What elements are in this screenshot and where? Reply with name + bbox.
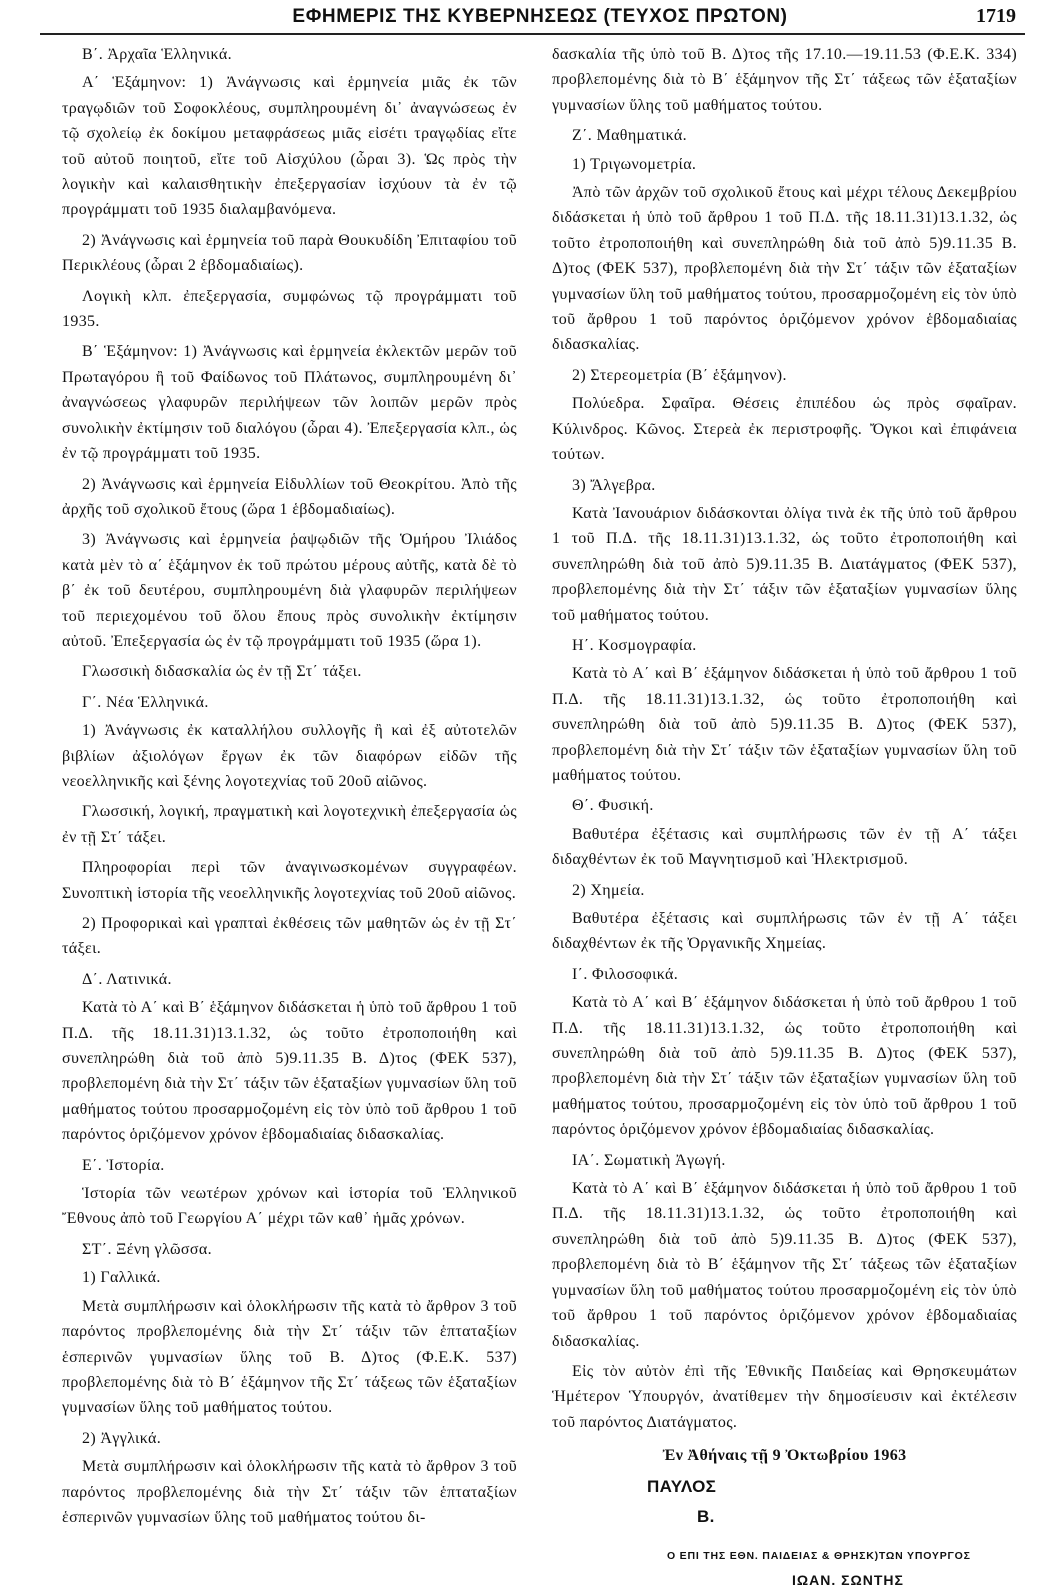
section-heading: Θ΄. Φυσική. — [572, 797, 654, 815]
paragraph: Ἀπὸ τῶν ἀρχῶν τοῦ σχολικοῦ ἔτους καὶ μέχρι τέλους Δεκεμβρίου διδάσκεται ἡ ὑπὸ τοῦ ἄρθρου 1 τοῦ Π.Δ. τῆς 18.11.31)13.1.32, ὡς τοῦτο ἐτροποποιήθη καὶ συνεπληρώθη διὰ τοῦ ἀπὸ 5)9.11.35 Β. Δ)τος (ΦΕΚ 537), προβλεπομένη διὰ τὴν Στ΄ τάξιν τῶν ἑξαταξίων γυμνασίων ὕλη τοῦ μαθήματος τούτου, προσαρμοζομένη εἰς τὸν ὑπὸ τοῦ ἄρθρου 1 τοῦ παρόντος ὁριζόμενον χρόνον ἑβδομαδιαίας διδασκαλίας. — [552, 184, 1017, 354]
section-heading: Γ΄. Νέα Ἑλληνικά. — [82, 693, 209, 711]
paragraph: Κατὰ τὸ Α΄ καὶ Β΄ ἑξάμηνον διδάσκεται ἡ ὑπὸ τοῦ ἄρθρου 1 τοῦ Π.Δ. τῆς 18.11.31)13.1.32, ὡς τοῦτο ἐτροποποιήθη καὶ συνεπληρώθη διὰ τοῦ ἀπὸ 5)9.11.35 Β. Δ)τος (ΦΕΚ 537), προβλεπομένη διὰ τὸ Β΄ ἑξάμηνον τῆς Στ΄ τάξεως τῶν ἑξαταξίων γυμνασίων ὕλη τοῦ μαθήματος τούτου προσαρμοζομένη εἰς τὸν ὑπὸ τοῦ ἄρθρου 1 τοῦ παρόντος ὁριζόμενον χρόνον ἑβδομαδιαίας διδασκαλίας. — [552, 1180, 1017, 1350]
header-rule — [40, 33, 1025, 35]
left-column — [62, 42, 517, 1535]
paragraph: Γλωσσική, λογική, πραγματικὴ καὶ λογοτεχνικὴ ἐπεξεργασία ὡς ἐν τῇ Στ΄ τάξει. — [62, 803, 517, 846]
section-heading: Ι΄. Φιλοσοφικά. — [572, 965, 679, 983]
section-heading: Δ΄. Λατινικά. — [82, 970, 172, 988]
paragraph: Πληροφορίαι περὶ τῶν ἀναγινωσκομένων συγγραφέων. Συνοπτικὴ ἱστορία τῆς νεοελληνικῆς λογοτεχνίας τοῦ 20οῦ αἰῶνος. — [62, 859, 517, 902]
section-heading: Η΄. Κοσμογραφία. — [572, 636, 697, 654]
right-column — [552, 42, 1017, 1595]
paragraph: Λογικὴ κλπ. ἐπεξεργασία, συμφώνως τῷ προγράμματι τοῦ 1935. — [62, 287, 517, 331]
paragraph: Κατὰ τὸ Α΄ καὶ Β΄ ἑξάμηνον διδάσκεται ἡ ὑπὸ τοῦ ἄρθρου 1 τοῦ Π.Δ. τῆς 18.11.31)13.1.32, ὡς τοῦτο ἐτροποποιήθη καὶ συνεπληρώθη διὰ τοῦ ἀπὸ 5)9.11.35 Β. Δ)τος (ΦΕΚ 537), προβλεπομένη διὰ τὴν Στ΄ τάξιν τῶν ἑξαταξίων γυμνασίων ὕλη τοῦ μαθήματος τούτου. — [552, 665, 1017, 784]
gazette-title: ΕΦΗΜΕΡΙΣ ΤΗΣ ΚΥΒΕΡΝΗΣΕΩΣ (ΤΕΥΧΟΣ ΠΡΩΤΟΝ) — [292, 6, 788, 27]
paragraph: 2) Προφορικαὶ καὶ γραπταὶ ἐκθέσεις τῶν μαθητῶν ὡς ἐν τῇ Στ΄ τάξει. — [62, 915, 517, 958]
section-heading: 3) Ἄλγεβρα. — [572, 476, 656, 494]
paragraph: Μετὰ συμπλήρωσιν καὶ ὁλοκλήρωσιν τῆς κατὰ τὸ ἄρθρον 3 τοῦ παρόντος προβλεπομένης διὰ τὴν Στ΄ τάξιν τῶν ἑπταταξίων ἑσπερινῶν γυμνασίων ὕλης τοῦ μαθήματος τούτου δι- — [62, 1458, 517, 1526]
right-column-body — [552, 42, 1017, 1435]
page-number: 1719 — [976, 5, 1016, 27]
signature-name: ΠΑΥΛΟΣ — [647, 1476, 717, 1496]
paragraph: Βαθυτέρα ἐξέτασις καὶ συμπλήρωσις τῶν ἐν τῇ Α΄ τάξει διδαχθέντων ἐκ τοῦ Μαγνητισμοῦ καὶ Ἠλεκτρισμοῦ. — [552, 825, 1017, 869]
paragraph: Κατὰ Ἰανουάριον διδάσκονται ὀλίγα τινὰ ἐκ τῆς ὑπὸ τοῦ ἄρθρου 1 τοῦ Π.Δ. τῆς 18.11.31)13.1.32, ὡς τοῦτο ἐτροποποιήθη καὶ συνεπληρώθη διὰ τοῦ ἀπὸ 5)9.11.35 Β. Διατάγματος (ΦΕΚ 537), προβλεπομένης διὰ τὴν Στ΄ τάξιν τῶν ἑξαταξίων γυμνασίων ὕλης τοῦ μαθήματος τούτου. — [552, 504, 1017, 624]
paragraph: Μετὰ συμπλήρωσιν καὶ ὁλοκλήρωσιν τῆς κατὰ τὸ ἄρθρον 3 τοῦ παρόντος προβλεπομένης διὰ τὴν Στ΄ τάξιν τῶν ἑπταταξίων ἑσπερινῶν γυμνασίων ὕλης τοῦ Β. Δ)τος (Φ.Ε.Κ. 537) προβλεπομένης διὰ τὸ Β΄ ἑξάμηνον τῆς Στ΄ τάξεως τῶν ἑξαταξίων γυμνασίων ὕλης τοῦ μαθήματος τούτου. — [62, 1297, 517, 1417]
paragraph: Εἰς τὸν αὐτὸν ἐπὶ τῆς Ἐθνικῆς Παιδείας καὶ Θρησκευμάτων Ἡμέτερον Ὑπουργόν, ἀνατίθεμεν τὴν δημοσίευσιν καὶ ἐκτέλεσιν τοῦ παρόντος Διατάγματος. — [552, 1362, 1017, 1431]
paragraph: Ἱστορία τῶν νεωτέρων χρόνων καὶ ἱστορία τοῦ Ἑλληνικοῦ Ἔθνους ἀπὸ τοῦ Γεωργίου Α΄ μέχρι τῶν καθ᾽ ἡμᾶς χρόνων. — [62, 1185, 517, 1228]
minister-title: Ο ΕΠΙ ΤΗΣ ΕΘΝ. ΠΑΙΔΕΙΑΣ & ΘΡΗΣΚ)ΤΩΝ ΥΠΟΥΡΓΟΣ — [667, 1550, 971, 1563]
paragraph: δασκαλία τῆς ὑπὸ τοῦ Β. Δ)τος τῆς 17.10.—19.11.53 (Φ.Ε.Κ. 334) προβλεπομένης διὰ τὸ Β΄ ἑξάμηνον τῆς Στ΄ τάξεως τῶν ἑξαταξίων γυμνασίων ὕλης τοῦ μαθήματος τούτου. — [552, 46, 1017, 114]
paragraph: Κατὰ τὸ Α΄ καὶ Β΄ ἑξάμηνον διδάσκεται ἡ ὑπὸ τοῦ ἄρθρου 1 τοῦ Π.Δ. τῆς 18.11.31)13.1.32, ὡς τοῦτο ἐτροποποιήθη καὶ συνεπληρώθη διὰ τοῦ ἀπὸ 5)9.11.35 Β. Δ)τος (ΦΕΚ 537), προβλεπομένη διὰ τὴν Στ΄ τάξιν τῶν ἑξαταξίων γυμνασίων ὕλη τοῦ μαθήματος τούτου, προσαρμοζομένη εἰς τὸν ὑπὸ τοῦ ἄρθρου 1 τοῦ παρόντος ὁριζόμενον χρόνον ἑβδομαδιαίας διδασκαλίας. — [552, 994, 1017, 1139]
paragraph: 2) Ἀνάγνωσις καὶ ἑρμηνεία τοῦ παρὰ Θουκυδίδη Ἐπιταφίου τοῦ Περικλέους (ὧραι 2 ἑβδομαδιαίως). — [62, 231, 517, 275]
section-heading: ΙΑ΄. Σωματικὴ Ἀγωγή. — [572, 1151, 726, 1169]
minister-name: ΙΩΑΝ. ΣΩΝΤΗΣ — [792, 1572, 904, 1589]
paragraph: Κατὰ τὸ Α΄ καὶ Β΄ ἑξάμηνον διδάσκεται ἡ ὑπὸ τοῦ ἄρθρου 1 τοῦ Π.Δ. τῆς 18.11.31)13.1.32, ὡς τοῦτο ἐτροποποιήθη καὶ συνεπληρώθη διὰ τοῦ ἀπὸ 5)9.11.35 Β. Δ)τος (ΦΕΚ 537), προβλεπομένη διὰ τὴν Στ΄ τάξιν τῶν ἑξαταξίων γυμνασίων ὕλη τοῦ μαθήματος τούτου προσαρμοζομένη εἰς τὸν ὑπὸ τοῦ ἄρθρου 1 τοῦ παρόντος ὁριζόμενον χρόνον ἑβδομαδιαίας διδασκαλίας. — [62, 999, 517, 1144]
signature-title: Β. — [697, 1506, 715, 1526]
section-heading: 2) Ἀγγλικά. — [82, 1429, 162, 1447]
paragraph: 2) Ἀνάγνωσις καὶ ἑρμηνεία Εἰδυλλίων τοῦ Θεοκρίτου. Ἀπὸ τῆς ἀρχῆς τοῦ σχολικοῦ ἔτους (ὥρα 1 ἑβδομαδιαίως). — [62, 475, 517, 518]
paragraph: 1) Ἀνάγνωσις ἐκ καταλλήλου συλλογῆς ἢ καὶ ἐξ αὐτοτελῶν βιβλίων ἀξιολόγων ἔργων ἐκ τῶν διαφόρων εἰδῶν τῆς νεοελληνικῆς καὶ ξένης λογοτεχνίας τοῦ 20οῦ αἰῶνος. — [62, 722, 517, 790]
paragraph: Γλωσσικὴ διδασκαλία ὡς ἐν τῇ Στ΄ τάξει. — [82, 663, 362, 681]
section-heading: 1) Τριγωνομετρία. — [572, 155, 697, 173]
paragraph: Β΄ Ἑξάμηνον: 1) Ἀνάγνωσις καὶ ἑρμηνεία ἐκλεκτῶν μερῶν τοῦ Πρωταγόρου ἢ τοῦ Φαίδωνος τοῦ Πλάτωνος, συμπληρουμένη δι᾽ ἀναγνώσεως γλαφυρῶν περιλήψεων τῶν λοιπῶν μερῶν πρὸς συνολικὴν ἐκτίμησιν τοῦ διαλόγου (ὧραι 4). Ἐπεξεργασία κλπ., ὡς ἐν τῷ προγράμματι τοῦ 1935. — [62, 343, 517, 463]
paragraph: Πολύεδρα. Σφαῖρα. Θέσεις ἐπιπέδου ὡς πρὸς σφαῖραν. Κύλινδρος. Κῶνος. Στερεὰ ἐκ περιστροφῆς. Ὄγκοι καὶ ἐπιφάνεια τούτων. — [552, 395, 1017, 464]
paragraph: Βαθυτέρα ἐξέτασις καὶ συμπλήρωσις τῶν ἐν τῇ Α΄ τάξει διδαχθέντων ἐκ τῆς Ὀργανικῆς Χημείας. — [552, 910, 1017, 953]
date-line: Ἐν Ἀθήναις τῇ 9 Ὀκτωβρίου 1963 — [662, 1447, 907, 1465]
section-heading: 2) Χημεία. — [572, 881, 645, 899]
section-heading: Ε΄. Ἱστορία. — [82, 1156, 165, 1174]
section-heading: Ζ΄. Μαθηματικά. — [572, 127, 687, 145]
section-heading: 1) Γαλλικά. — [82, 1269, 161, 1287]
paragraph: 3) Ἀνάγνωσις καὶ ἑρμηνεία ῥαψῳδιῶν τῆς Ὁμήρου Ἰλιάδος κατὰ μὲν τὸ α΄ ἑξάμηνον ἐκ τοῦ πρώτου μέρους αὐτῆς, κατὰ δὲ τὸ β΄ ἐκ τοῦ δευτέρου, συμπληρουμένη διὰ γλαφυρῶν περιλήψεων τοῦ περιεχομένου τοῦ ὅλου ἔπους πρὸς συνολικὴν ἐκτίμησιν αὐτοῦ. Ἐπεξεργασία ὡς ἐν τῷ προγράμματι τοῦ 1935 (ὥρα 1). — [62, 531, 517, 650]
paragraph: Α΄ Ἑξάμηνον: 1) Ἀνάγνωσις καὶ ἑρμηνεία μιᾶς ἐκ τῶν τραγῳδιῶν τοῦ Σοφοκλέους, συμπληρουμένη δι᾽ ἀναγνώσεως ἐν τῷ σχολείῳ ἐκ δοκίμου μεταφράσεως μιᾶς εἰσέτι τραγῳδίας εἴτε τοῦ αὐτοῦ ποιητοῦ, εἴτε τοῦ Αἰσχύλου (ὧραι 3). Ὡς πρὸς τὴν λογικὴν καὶ καλαισθητικὴν ἐπεξεργασίαν ἰσχύουν τὰ ἐν τῷ προγράμματι τοῦ 1935 διαλαμβανόμενα. — [62, 74, 517, 219]
page-header — [60, 4, 1020, 34]
section-heading: Β΄. Ἀρχαῖα Ἑλληνικά. — [82, 46, 232, 63]
section-heading: ΣΤ΄. Ξένη γλῶσσα. — [82, 1240, 212, 1258]
section-heading: 2) Στερεομετρία (Β΄ ἑξάμηνον). — [572, 366, 787, 384]
